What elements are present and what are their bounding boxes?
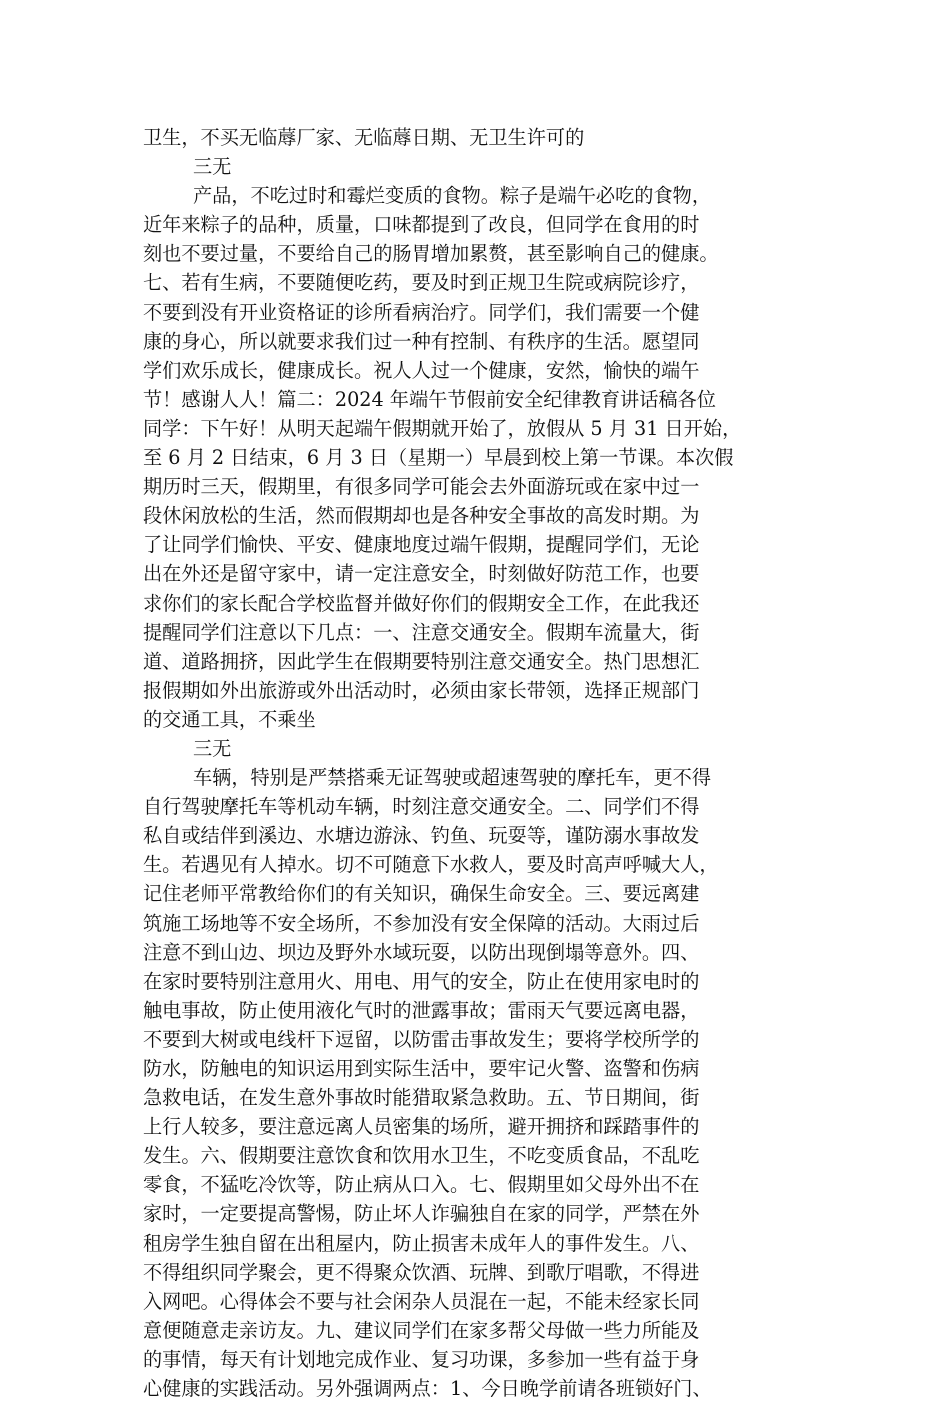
text-line: 三无 bbox=[193, 155, 232, 179]
text-line: 期历时三天，假期里，有很多同学可能会去外面游玩或在家中过一 bbox=[143, 475, 700, 499]
text-line: 入网吧。心得体会不要与社会闲杂人员混在一起，不能未经家长同 bbox=[143, 1289, 700, 1313]
text-line: 三无 bbox=[193, 736, 232, 760]
text-line: 急救电话，在发生意外事故时能猎取紧急救助。五、节日期间，街 bbox=[143, 1086, 700, 1110]
text-line: 学们欢乐成长，健康成长。祝人人过一个健康，安然，愉快的端午 bbox=[143, 358, 700, 382]
text-line: 节！感谢人人！篇二：2024 年端午节假前安全纪律教育讲话稿各位 bbox=[143, 387, 716, 411]
text-line: 段休闲放松的生活，然而假期却也是各种安全事故的高发时期。为 bbox=[143, 504, 700, 528]
text-line: 生。若遇见有人掉水。切不可随意下水救人，要及时高声呼喊大人， bbox=[143, 853, 719, 877]
text-line: 卫生，不买无临蓐厂家、无临蓐日期、无卫生许可的 bbox=[143, 126, 585, 149]
text-line: 触电事故，防止使用液化气时的泄露事故；雷雨天气要远离电器， bbox=[143, 998, 700, 1022]
text-line: 车辆，特别是严禁搭乘无证驾驶或超速驾驶的摩托车，更不得 bbox=[193, 766, 712, 790]
text-line: 出在外还是留守家中，请一定注意安全，时刻做好防范工作，也要 bbox=[143, 562, 700, 586]
text-line: 在家时要特别注意用火、用电、用气的安全，防止在使用家电时的 bbox=[143, 969, 700, 993]
text-line: 心健康的实践活动。另外强调两点：1、今日晚学前请各班锁好门、 bbox=[143, 1377, 712, 1401]
text-line: 发生。六、假期要注意饮食和饮用水卫生，不吃变质食品，不乱吃 bbox=[143, 1144, 700, 1168]
text-line: 记住老师平常教给你们的有关知识，确保生命安全。三、要远离建 bbox=[143, 882, 700, 906]
text-line: 近年来粽子的品种，质量，口味都提到了改良，但同学在食用的时 bbox=[143, 213, 700, 237]
text-line: 意便随意走亲访友。九、建议同学们在家多帮父母做一些力所能及 bbox=[143, 1318, 700, 1342]
text-line: 提醒同学们注意以下几点：一、注意交通安全。假期车流量大，街 bbox=[143, 620, 700, 644]
text-line: 的事情，每天有计划地完成作业、复习功课，多参加一些有益于身 bbox=[143, 1347, 700, 1371]
text-line: 不要到大树或电线杆下逗留，以防雷击事故发生；要将学校所学的 bbox=[143, 1027, 700, 1051]
text-line: 产品，不吃过时和霉烂变质的食物。粽子是端午必吃的食物， bbox=[193, 184, 712, 208]
text-line: 七、若有生病，不要随便吃药，要及时到正规卫生院或病院诊疗， bbox=[143, 271, 700, 295]
text-line: 上行人较多，要注意远离人员密集的场所，避开拥挤和踩踏事件的 bbox=[143, 1115, 700, 1139]
text-line: 不得组织同学聚会，更不得聚众饮酒、玩牌、到歌厅唱歌，不得进 bbox=[143, 1260, 700, 1284]
document-body bbox=[143, 123, 823, 1403]
text-line: 注意不到山边、坝边及野外水域玩耍，以防出现倒塌等意外。四、 bbox=[143, 940, 700, 964]
text-line: 自行驾驶摩托车等机动车辆，时刻注意交通安全。二、同学们不得 bbox=[143, 795, 700, 819]
text-line: 零食，不猛吃冷饮等，防止病从口入。七、假期里如父母外出不在 bbox=[143, 1173, 700, 1197]
text-line: 家时，一定要提高警惕，防止坏人诈骗独自在家的同学，严禁在外 bbox=[143, 1202, 700, 1226]
text-line: 防水，防触电的知识运用到实际生活中，要牢记火警、盗警和伤病 bbox=[143, 1057, 700, 1080]
text-line: 的交通工具，不乘坐 bbox=[143, 707, 316, 731]
text-line: 道、道路拥挤，因此学生在假期要特别注意交通安全。热门思想汇 bbox=[143, 649, 700, 673]
text-line: 租房学生独自留在出租屋内，防止损害未成年人的事件发生。八、 bbox=[143, 1231, 700, 1255]
text-line: 筑施工场地等不安全场所，不参加没有安全保障的活动。大雨过后 bbox=[143, 911, 700, 935]
text-line: 同学：下午好！从明天起端午假期就开始了，放假从 5 月 31 日开始， bbox=[143, 416, 742, 440]
text-line: 了让同学们愉快、平安、健康地度过端午假期，提醒同学们，无论 bbox=[143, 533, 700, 557]
text-line: 不要到没有开业资格证的诊所看病治疗。同学们，我们需要一个健 bbox=[143, 300, 700, 324]
text-line: 至 6 月 2 日结束，6 月 3 日（星期一）早晨到校上第一节课。本次假 bbox=[143, 446, 734, 470]
text-line: 报假期如外出旅游或外出活动时，必须由家长带领，选择正规部门 bbox=[143, 678, 700, 702]
text-line: 私自或结伴到溪边、水塘边游泳、钓鱼、玩耍等，谨防溺水事故发 bbox=[143, 824, 700, 848]
text-line: 康的身心，所以就要求我们过一种有控制、有秩序的生活。愿望同 bbox=[143, 329, 700, 353]
text-line: 刻也不要过量，不要给自己的肠胃增加累赘，甚至影响自己的健康。 bbox=[143, 242, 719, 266]
text-line: 求你们的家长配合学校监督并做好你们的假期安全工作，在此我还 bbox=[143, 591, 700, 615]
